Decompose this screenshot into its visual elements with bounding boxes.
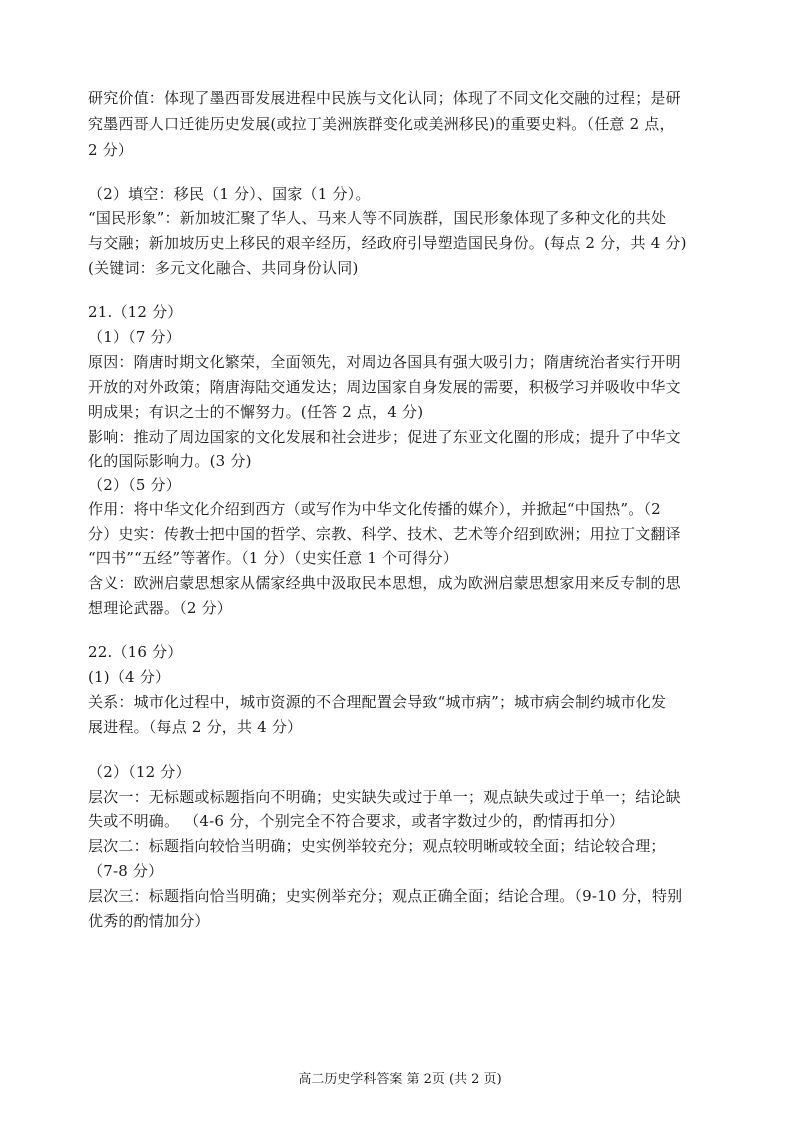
text-line: 开放的对外政策；隋唐海陆交通发达；周边国家自身发展的需要，积极学习并吸收中华文 [88,378,681,396]
text-line: 化的国际影响力。(3 分) [88,452,252,470]
text-line: 失或不明确。 （4-6 分，个别完全不符合要求，或者字数过少的，酌情再扣分） [88,812,625,830]
text-line: 研究价值：体现了墨西哥发展进程中民族与文化认同；体现了不同文化交融的过程；是研 [88,89,681,107]
text-line: 层次二：标题指向较恰当明确；史实例举较充分；观点较明晰或较全面；结论较合理； [88,837,666,855]
text-line: “四书”“五经”等著作。（1 分）（史实任意 1 个可得分） [88,549,459,567]
text-line: 展进程。（每点 2 分，共 4 分） [88,718,303,736]
text-line: 与交融；新加坡历史上移民的艰辛经历，经政府引导塑造国民身份。(每点 2 分，共 4 分) [88,234,687,252]
question-heading: 21.（12 分） [88,303,183,321]
text-line: 原因：隋唐时期文化繁荣，全面领先，对周边各国具有强大吸引力；隋唐统治者实行开明 [88,353,681,371]
subquestion-heading: （2）（12 分） [88,763,191,781]
text-line: 层次三：标题指向恰当明确；史实例举充分；观点正确全面；结论合理。（9-10 分，特别 [88,887,683,905]
text-line: 影响：推动了周边国家的文化发展和社会进步；促进了东亚文化圈的形成；提升了中华文 [88,428,681,446]
text-line: 关系：城市化过程中，城市资源的不合理配置会导致“城市病”；城市病会制约城市化发 [88,693,667,711]
subquestion-heading: （2）（5 分） [88,476,181,494]
text-line: （2）填空：移民（1 分）、国家（1 分）。 [88,185,371,203]
text-line: 含义：欧洲启蒙思想家从儒家经典中汲取民本思想，成为欧洲启蒙思想家用来反专制的思 [88,574,681,592]
question-heading: 22.（16 分） [88,643,183,661]
text-line: 明成果；有识之士的不懈努力。(任答 2 点，4 分) [88,403,424,421]
text-line: （7-8 分） [88,862,164,880]
text-line: 层次一：无标题或标题指向不明确；史实缺失或过于单一；观点缺失或过于单一；结论缺 [88,788,681,806]
text-line: 想理论武器。（2 分） [88,599,233,617]
text-line: 优秀的酌情加分） [88,912,210,930]
subquestion-heading: (1)（4 分） [88,668,171,686]
text-line: 作用：将中华文化介绍到西方（或写作为中华文化传播的媒介），并掀起“中国热”。（2 [88,500,661,518]
page-footer: 高二历史学科答案 第 2页 (共 2 页) [298,1072,502,1087]
text-line: 2 分） [88,141,134,159]
text-line: 究墨西哥人口迁徙历史发展(或拉丁美洲族群变化或美洲移民)的重要史料。（任意 2 点， [88,115,675,133]
text-line: “国民形象”：新加坡汇聚了华人、马来人等不同族群，国民形象体现了多种文化的共处 [88,209,667,227]
text-line: (关键词：多元文化融合、共同身份认同) [88,259,359,277]
text-line: 分）史实：传教士把中国的哲学、宗教、科学、技术、艺术等介绍到欧洲；用拉丁文翻译 [88,525,681,543]
subquestion-heading: （1）（7 分） [88,328,181,346]
